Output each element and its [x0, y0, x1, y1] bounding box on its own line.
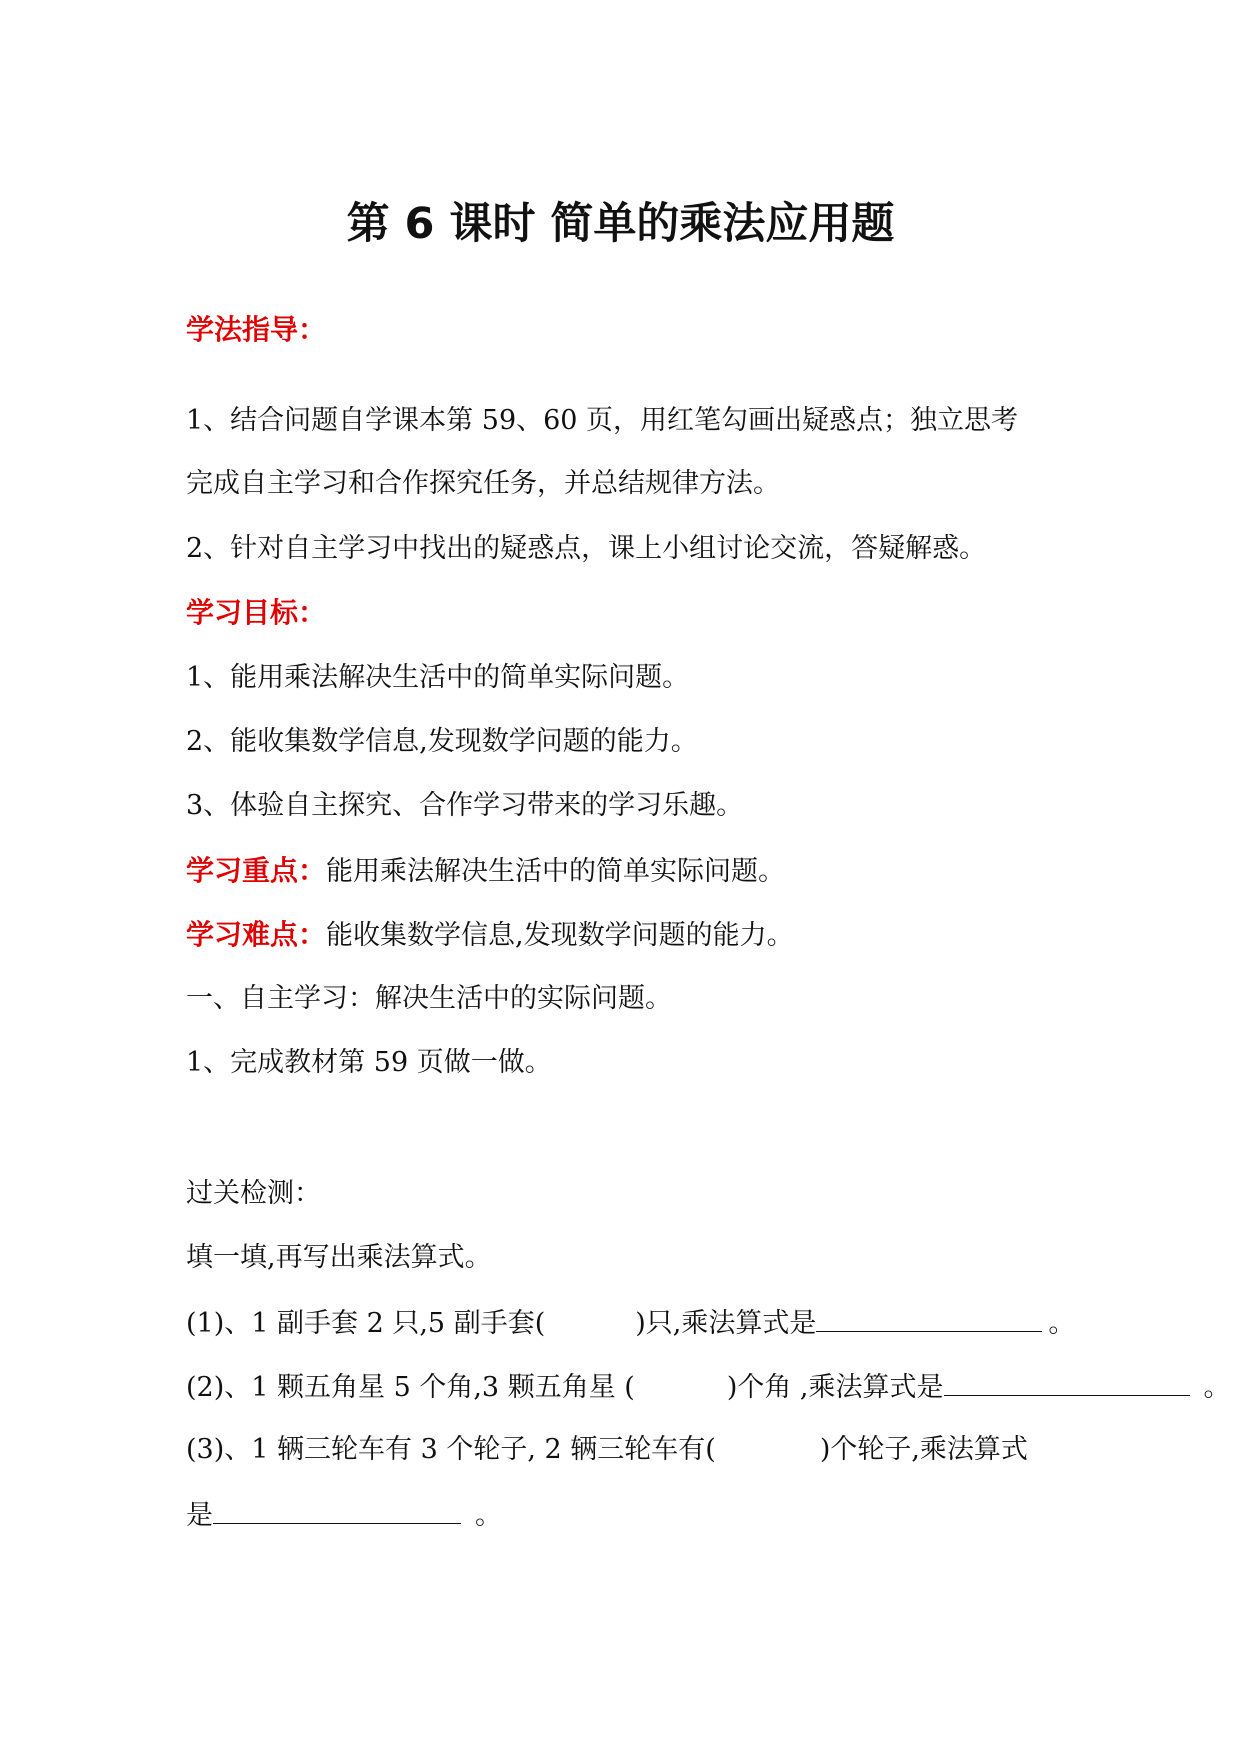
q2-text-b: )个角 ,乘法算式是 — [726, 1372, 944, 1403]
q3-text-a: (3)、1 辆三轮车有 3 个轮子, 2 辆三轮车有( — [186, 1434, 716, 1465]
self-study-heading: 一、自主学习：解决生活中的实际问题。 — [186, 983, 672, 1014]
q1-text-a: (1)、1 副手套 2 只,5 副手套( — [186, 1308, 546, 1339]
q3-end: 。 — [475, 1500, 502, 1531]
check-instruction: 填一填,再写出乘法算式。 — [186, 1242, 492, 1273]
guide-item-1-cont: 完成自主学习和合作探究任务，并总结规律方法。 — [186, 468, 780, 499]
q1-end: 。 — [1048, 1308, 1076, 1339]
difficulty-text: 能收集数学信息,发现数学问题的能力。 — [326, 920, 794, 951]
q1-text-b: )只,乘法算式是 — [635, 1308, 817, 1339]
q3-formula-blank[interactable] — [213, 1496, 461, 1524]
question-1 — [186, 1304, 1075, 1342]
self-study-item: 1、完成教材第 59 页做一做。 — [186, 1047, 552, 1078]
difficulty-row — [186, 917, 794, 954]
q3-text-c: 是 — [186, 1500, 213, 1531]
guide-item-1: 1、结合问题自学课本第 59、60 页，用红笔勾画出疑惑点；独立思考 — [186, 405, 1019, 436]
page-title: 第 6 课时 简单的乘法应用题 — [346, 199, 895, 249]
key-point-text: 能用乘法解决生活中的简单实际问题。 — [326, 856, 786, 887]
question-2 — [186, 1368, 1231, 1406]
q2-end: 。 — [1203, 1372, 1231, 1403]
q3-text-b: )个轮子,乘法算式 — [819, 1434, 1028, 1465]
difficulty-label: 学习难点： — [186, 918, 327, 951]
q1-formula-blank[interactable] — [816, 1304, 1042, 1332]
q2-formula-blank[interactable] — [944, 1368, 1190, 1396]
goal-item-3: 3、体验自主探究、合作学习带来的学习乐趣。 — [186, 790, 744, 821]
goal-item-2: 2、能收集数学信息,发现数学问题的能力。 — [186, 726, 698, 757]
check-heading: 过关检测： — [186, 1178, 321, 1209]
guide-item-2: 2、针对自主学习中找出的疑惑点，课上小组讨论交流，答疑解惑。 — [186, 533, 987, 564]
guide-heading: 学法指导： — [186, 313, 327, 346]
q2-text-a: (2)、1 颗五角星 5 个角,3 颗五角星 ( — [186, 1372, 635, 1403]
key-point-row — [186, 853, 785, 890]
question-3-cont — [186, 1496, 502, 1534]
goals-heading: 学习目标： — [186, 596, 327, 629]
goal-item-1: 1、能用乘法解决生活中的简单实际问题。 — [186, 662, 690, 693]
key-point-label: 学习重点： — [186, 854, 327, 887]
question-3 — [186, 1432, 1028, 1468]
